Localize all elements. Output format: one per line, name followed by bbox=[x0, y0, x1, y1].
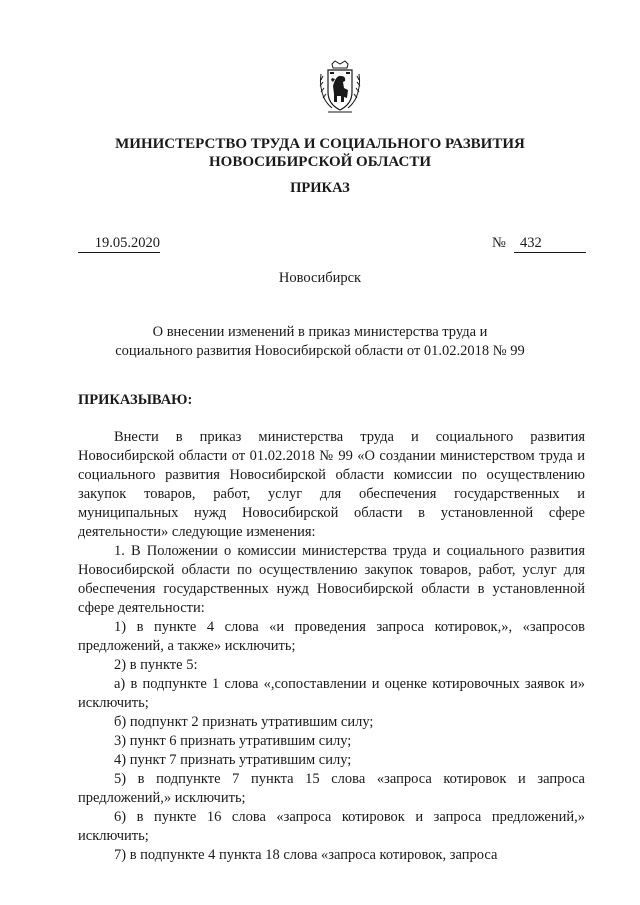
paragraph-intro: Внести в приказ министерства труда и социального развития Новосибирской области от 01.02.2018 № 99 «О создании министерством труда и социального развития Новосибирской области комиссии по осуществлению закупок товаров, работ, услуг для обеспечения государственных и муниципальных нужд Новосибирской области в установленной сфере деятельности» следующие изменения: bbox=[78, 429, 585, 540]
paragraph-subitem-2a: а) в подпункте 1 слова «,сопоставлении и оценке котировочных заявок и» исключить; bbox=[78, 676, 585, 711]
orders-heading: ПРИКАЗЫВАЮ: bbox=[78, 392, 193, 408]
paragraph-subitem-7: 7) в подпункте 4 пункта 18 слова «запроса котировок, запроса bbox=[114, 847, 498, 863]
paragraph-subitem-6: 6) в пункте 16 слова «запроса котировок и запроса предложений,» исключить; bbox=[78, 809, 585, 844]
document-date: 19.05.2020 bbox=[78, 235, 160, 253]
subject-line1: О внесении изменений в приказ министерства труда и bbox=[152, 324, 488, 340]
document-subject bbox=[0, 323, 640, 361]
paragraph-subitem-4: 4) пункт 7 признать утратившим силу; bbox=[114, 752, 352, 768]
city-name: Новосибирск bbox=[278, 270, 362, 286]
ministry-name-line1: МИНИСТЕРСТВО ТРУДА И СОЦИАЛЬНОГО РАЗВИТИЯ bbox=[115, 136, 525, 152]
paragraph-item-1: 1. В Положении о комиссии министерства труда и социального развития Новосибирской области по осуществлению закупок товаров, работ, услуг для обеспечения государственных нужд Новосибирской области в установленной сфере деятельности: bbox=[78, 543, 585, 616]
document-type-title: ПРИКАЗ bbox=[290, 180, 350, 196]
paragraph-subitem-3: 3) пункт 6 признать утратившим силу; bbox=[114, 733, 352, 749]
ministry-name-line2: НОВОСИБИРСКОЙ ОБЛАСТИ bbox=[208, 154, 432, 170]
paragraph-subitem-2: 2) в пункте 5: bbox=[114, 657, 198, 673]
paragraph-subitem-1: 1) в пункте 4 слова «и проведения запроса котировок,», «запросов предложений, а также» исключить; bbox=[78, 619, 585, 654]
coat-of-arms-icon bbox=[318, 60, 362, 114]
ministry-name bbox=[0, 135, 640, 171]
subject-line2: социального развития Новосибирской области от 01.02.2018 № 99 bbox=[115, 343, 525, 359]
paragraph-subitem-2b: б) подпункт 2 признать утратившим силу; bbox=[114, 714, 374, 730]
document-number: 432 bbox=[514, 235, 586, 253]
number-label: № bbox=[492, 235, 506, 251]
order-body bbox=[78, 428, 585, 865]
paragraph-subitem-5: 5) в подпункте 7 пункта 15 слова «запроса котировок и запроса предложений,» исключить; bbox=[78, 771, 585, 806]
